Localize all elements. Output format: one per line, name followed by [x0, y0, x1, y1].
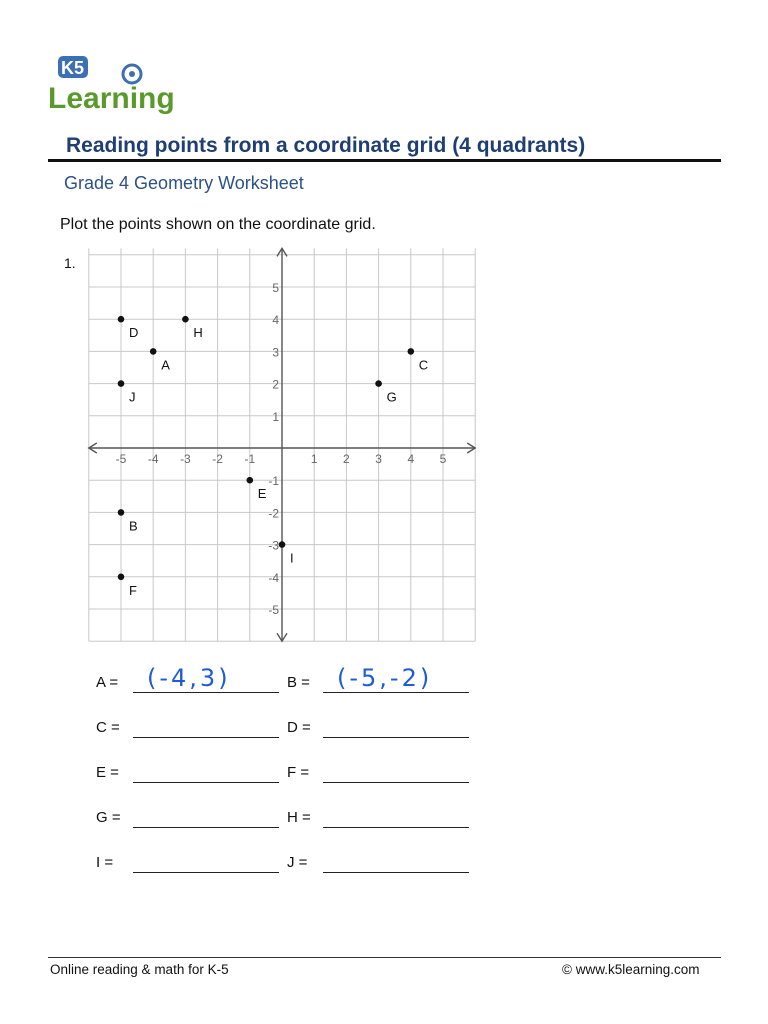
answer-label-d: D = — [287, 719, 311, 736]
x-tick-label: 4 — [407, 452, 415, 466]
point-label-b: B — [129, 518, 138, 534]
answer-field-i[interactable] — [133, 872, 279, 873]
coordinate-grid — [60, 240, 500, 650]
answer-label-a: A = — [96, 674, 119, 691]
title-divider — [48, 159, 721, 162]
answer-field-h[interactable] — [323, 827, 469, 828]
answer-label-g: G = — [96, 809, 121, 826]
point-label-d: D — [129, 325, 139, 341]
question-number: 1. — [64, 255, 76, 271]
point-i — [279, 541, 286, 548]
point-b — [118, 509, 125, 516]
point-a — [150, 348, 157, 355]
answer-label-i: I = — [96, 854, 114, 871]
answer-field-a[interactable] — [133, 692, 279, 693]
x-tick-label: -4 — [147, 452, 159, 466]
footer-website: © www.k5learning.com — [562, 962, 700, 977]
x-tick-label: -5 — [115, 452, 127, 466]
answer-field-f[interactable] — [323, 782, 469, 783]
x-tick-label: 1 — [310, 452, 318, 466]
answer-field-j[interactable] — [323, 872, 469, 873]
svg-text:Learning: Learning — [48, 82, 175, 115]
point-label-a: A — [161, 357, 170, 373]
y-tick-label: -4 — [268, 570, 279, 585]
y-tick-label: 5 — [272, 281, 279, 295]
point-j — [118, 380, 125, 387]
x-tick-label: 2 — [343, 452, 350, 466]
y-tick-label: -5 — [268, 603, 279, 617]
x-tick-label: -1 — [244, 452, 256, 466]
point-label-j: J — [129, 389, 136, 405]
y-tick-label: 4 — [272, 313, 279, 328]
answer-label-h: H = — [287, 809, 311, 826]
coordinate-grid-svg — [60, 240, 500, 650]
worksheet-subtitle: Grade 4 Geometry Worksheet — [64, 173, 304, 193]
answer-label-j: J = — [287, 854, 308, 871]
point-label-i: I — [290, 550, 294, 566]
x-tick-label: 3 — [375, 452, 382, 466]
handwritten-answer-a: (-4,3) — [147, 664, 231, 692]
answer-field-g[interactable] — [133, 827, 279, 828]
y-tick-label: -3 — [268, 538, 279, 553]
x-tick-label: 5 — [439, 452, 447, 466]
x-tick-label: -3 — [180, 452, 191, 466]
point-label-h: H — [193, 325, 203, 341]
x-tick-label: -2 — [212, 452, 223, 466]
instructions-text: Plot the points shown on the coordinate grid. — [60, 216, 376, 233]
answer-label-e: E = — [96, 764, 119, 781]
answer-label-c: C = — [96, 719, 120, 736]
answer-field-e[interactable] — [133, 782, 279, 783]
worksheet-title: Reading points from a coordinate grid (4 quadrants) — [66, 134, 586, 157]
answer-label-b: B = — [287, 674, 310, 691]
answer-field-d[interactable] — [323, 737, 469, 738]
y-tick-label: 3 — [272, 345, 279, 360]
svg-text:K5: K5 — [61, 58, 85, 78]
answer-label-f: F = — [287, 764, 310, 781]
point-h — [182, 316, 189, 323]
point-g — [375, 380, 382, 387]
point-e — [247, 477, 254, 484]
point-label-c: C — [418, 357, 429, 373]
footer-divider — [48, 957, 721, 958]
point-f — [118, 574, 125, 581]
answer-field-c[interactable] — [133, 737, 279, 738]
answer-field-b[interactable] — [323, 692, 469, 693]
footer-tagline: Online reading & math for K-5 — [50, 962, 229, 977]
k5-learning-logo — [46, 50, 196, 114]
point-c — [408, 348, 415, 355]
y-tick-label: -2 — [268, 506, 279, 521]
point-d — [118, 316, 125, 323]
y-tick-label: 2 — [272, 377, 279, 392]
y-tick-label: -1 — [268, 474, 279, 489]
point-label-g: G — [386, 389, 397, 405]
point-label-e: E — [257, 486, 267, 502]
handwritten-answer-b: (-5,-2) — [337, 664, 433, 692]
point-label-f: F — [129, 582, 137, 598]
y-tick-label: 1 — [272, 409, 279, 424]
